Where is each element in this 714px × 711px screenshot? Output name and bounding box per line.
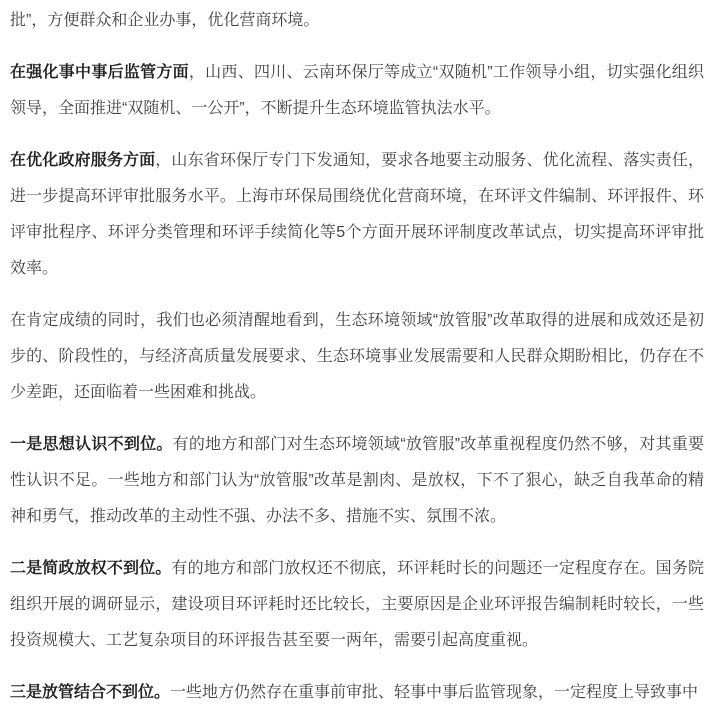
paragraph-issue-2 xyxy=(10,551,704,659)
paragraph-lead: 三是放管结合不到位。 xyxy=(10,684,171,701)
paragraph-text: ，山东省环保厅专门下发通知，要求各地要主动服务、优化流程、落实责任，进一步提高环评审批服务水平。上海市环保局围绕优化营商环境，在环评文件编制、环评报件、环评审批程序、环评分类管理和环评手续简化等5个方面开展环评制度改革试点，切实提高环评审批效率。 xyxy=(10,152,704,277)
paragraph-issue-1 xyxy=(10,427,704,535)
paragraph-assessment xyxy=(10,303,704,411)
paragraph-continuation xyxy=(10,3,704,39)
paragraph-gov-service xyxy=(10,143,704,287)
paragraph-text: 一些地方仍然存在重事前审批、轻事中事后监管现象，一定程度上导致事中 xyxy=(170,684,699,701)
paragraph-lead: 二是简政放权不到位。 xyxy=(10,560,172,577)
paragraph-supervision xyxy=(10,55,704,127)
paragraph-text: ，山西、四川、云南环保厅等成立“双随机”工作领导小组，切实强化组织领导，全面推进“双随机、一公开”，不断提升生态环境监管执法水平。 xyxy=(10,64,704,117)
paragraph-text: 批”，方便群众和企业办事，优化营商环境。 xyxy=(10,12,320,29)
paragraph-text: 有的地方和部门放权还不彻底，环评耗时长的问题还一定程度存在。国务院组织开展的调研显示，建设项目环评耗时还比较长，主要原因是企业环评报告编制耗时较长，一些投资规模大、工艺复杂项目的环评报告甚至要一两年，需要引起高度重视。 xyxy=(10,560,704,649)
paragraph-lead: 一是思想认识不到位。 xyxy=(10,436,173,453)
paragraph-text: 在肯定成绩的同时，我们也必须清醒地看到，生态环境领域“放管服”改革取得的进展和成效还是初步的、阶段性的，与经济高质量发展要求、生态环境事业发展需要和人民群众期盼相比，仍存在不少差距，还面临着一些困难和挑战。 xyxy=(10,312,704,401)
paragraph-text: 有的地方和部门对生态环境领域“放管服”改革重视程度仍然不够，对其重要性认识不足。一些地方和部门认为“放管服”改革是割肉、是放权，下不了狠心，缺乏自我革命的精神和勇气，推动改革的主动性不强、办法不多、措施不实、氛围不浓。 xyxy=(10,436,704,525)
paragraph-lead: 在优化政府服务方面 xyxy=(10,152,156,169)
paragraph-issue-3 xyxy=(10,675,704,711)
paragraph-lead: 在强化事中事后监管方面 xyxy=(10,64,189,81)
